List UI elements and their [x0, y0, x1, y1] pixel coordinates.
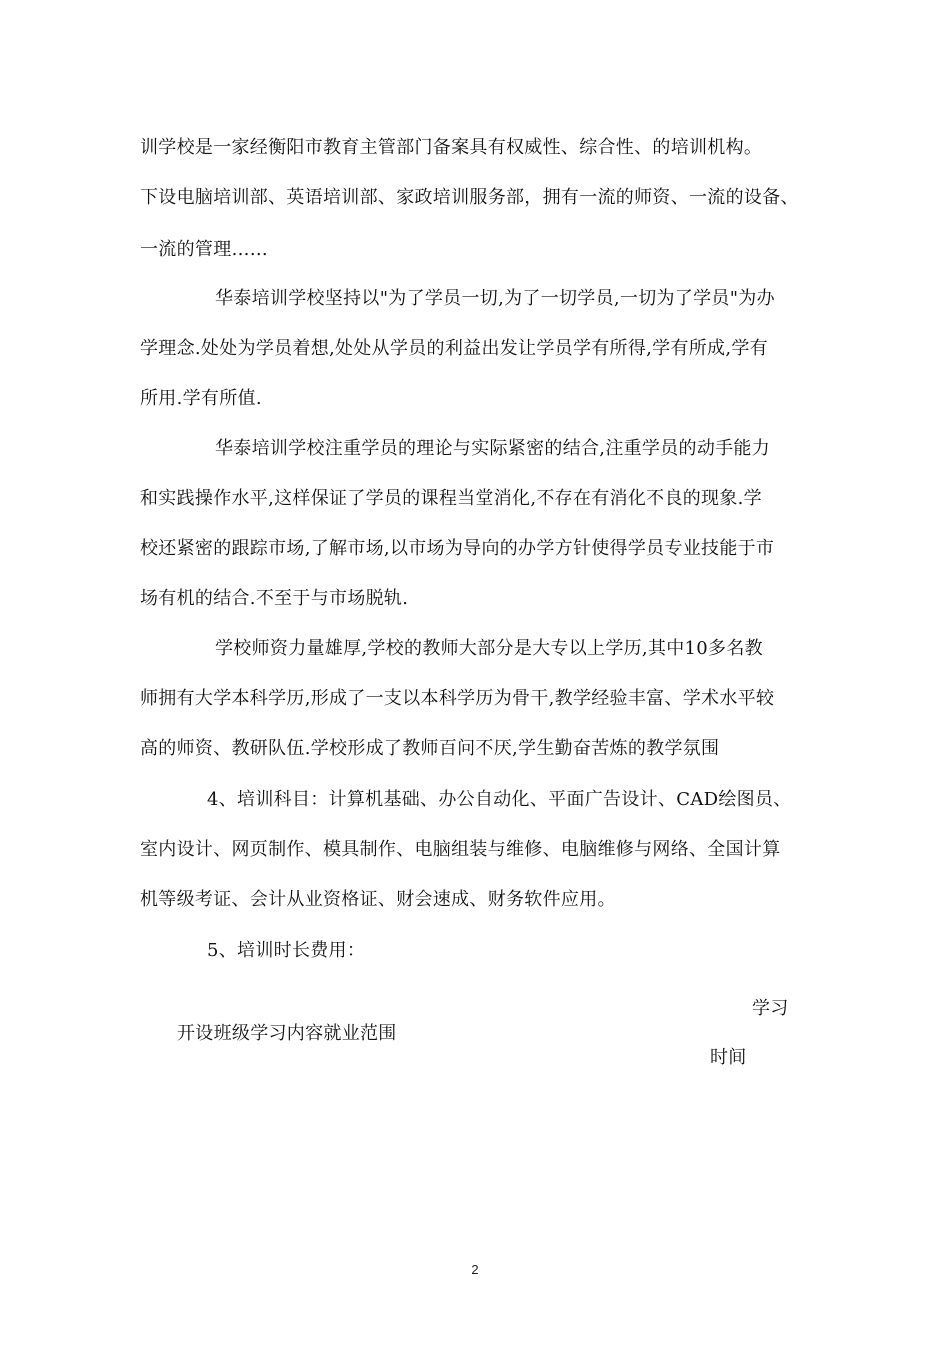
philosophy-line-2: 学理念.处处为学员着想,处处从学员的利益出发让学员学有所得,学有所成,学有	[140, 338, 768, 359]
subjects-line-3: 机等级考证、会计从业资格证、财会速成、财务软件应用。	[140, 889, 616, 910]
page-number: 2	[471, 1262, 479, 1277]
philosophy-line-1: 华泰培训学校坚持以"为了学员一切,为了一切学员,一切为了学员"为办	[215, 288, 775, 309]
fees-heading: 5、培训时长费用：	[207, 940, 366, 961]
intro-line-1: 训学校是一家经衡阳市教育主管部门备案具有权威性、综合性、的培训机构。	[140, 137, 763, 158]
subjects-line-1: 4、培训科目：计算机基础、办公自动化、平面广告设计、CAD绘图员、	[207, 789, 792, 810]
intro-line-3: 一流的管理……	[140, 239, 269, 260]
table-header-columns: 开设班级学习内容就业范围	[177, 1023, 397, 1044]
subjects-line-2: 室内设计、网页制作、模具制作、电脑组装与维修、电脑维修与网络、全国计算	[140, 839, 781, 860]
faculty-line-3: 高的师资、教研队伍.学校形成了教师百问不厌,学生勤奋苦炼的教学氛围	[140, 738, 720, 759]
faculty-line-1: 学校师资力量雄厚,学校的教师大部分是大专以上学历,其中10多名教	[215, 638, 763, 659]
table-header-study-bottom: 时间	[710, 1047, 747, 1068]
philosophy-line-3: 所用.学有所值.	[140, 388, 262, 409]
table-header-study-top: 学习	[752, 998, 789, 1019]
practice-line-3: 校还紧密的跟踪市场,了解市场,以市场为导向的办学方针使得学员专业技能于市	[140, 538, 775, 559]
intro-line-2: 下设电脑培训部、英语培训部、家政培训服务部，拥有一流的师资、一流的设备、	[140, 187, 799, 208]
faculty-line-2: 师拥有大学本科学历,形成了一支以本科学历为骨干,教学经验丰富、学术水平较	[140, 688, 775, 709]
practice-line-4: 场有机的结合.不至于与市场脱轨.	[140, 588, 409, 609]
practice-line-2: 和实践操作水平,这样保证了学员的课程当堂消化,不存在有消化不良的现象.学	[140, 488, 762, 509]
practice-line-1: 华泰培训学校注重学员的理论与实际紧密的结合,注重学员的动手能力	[215, 438, 771, 459]
